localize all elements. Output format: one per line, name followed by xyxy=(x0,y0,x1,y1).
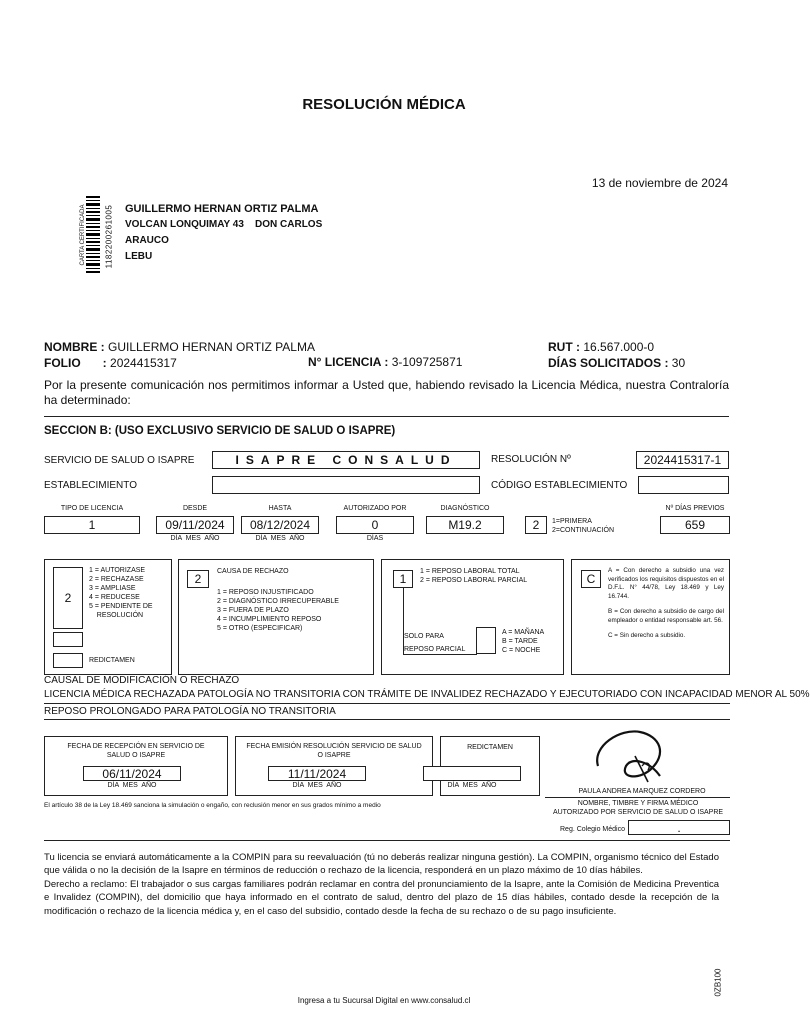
recepcion-label: FECHA DE RECEPCIÓN EN SERVICIO DE SALUD O ISAPRE xyxy=(67,743,205,759)
autorizado-value: 0 xyxy=(371,518,379,532)
notes xyxy=(44,851,719,918)
desde-dma: DÍA MES AÑO xyxy=(170,535,220,542)
decision-option: 1 = AUTORIZASE xyxy=(89,567,146,574)
nombre-label: NOMBRE xyxy=(44,340,98,354)
patient-name: GUILLERMO HERNAN ORTIZ PALMA xyxy=(108,340,315,354)
autorizado-field[interactable] xyxy=(336,516,414,534)
recepcion-value: 06/11/2024 xyxy=(102,766,162,781)
address-block xyxy=(125,201,322,265)
reposo-option: 1 = REPOSO LABORAL TOTAL xyxy=(420,568,520,575)
carta-certificada-label: CARTA CERTIFICADA xyxy=(80,204,86,266)
recepcion-field[interactable] xyxy=(83,766,181,781)
firma-label-1: NOMBRE, TIMBRE Y FIRMA MÉDICO xyxy=(577,800,699,807)
causa-title: CAUSA DE RECHAZO xyxy=(217,568,289,575)
subsidio-a: A = Con derecho a subsidio una vez verificados los requisitos dispuestos en el D.F.L. N° 44/78, Ley 18.469 y Ley 16.744. xyxy=(608,567,724,600)
tipo-field[interactable] xyxy=(44,516,140,534)
folio-value: 2024415317 xyxy=(110,356,177,370)
section-b-title: SECCION B: (USO EXCLUSIVO SERVICIO DE SALUD O ISAPRE) xyxy=(44,425,396,437)
decision-option: RESOLUCIÓN xyxy=(89,612,144,619)
decision-option: 3 = AMPLIASE xyxy=(89,585,136,592)
address-name: GUILLERMO HERNAN ORTIZ PALMA xyxy=(125,203,319,215)
causa-panel xyxy=(178,559,374,675)
causa-options xyxy=(217,588,339,633)
shift-field[interactable] xyxy=(476,627,496,654)
modificacion-label: CAUSAL DE MODIFICACIÓN O RECHAZO xyxy=(44,675,240,686)
reposo-options xyxy=(420,567,527,585)
side-code: 0ZB100 xyxy=(713,968,723,997)
document-title: RESOLUCIÓN MÉDICA xyxy=(302,96,466,113)
primera-value: 2 xyxy=(532,518,540,532)
desde-value: 09/11/2024 xyxy=(165,518,225,532)
hasta-label: HASTA xyxy=(268,505,292,512)
autorizado-label: AUTORIZADO POR xyxy=(343,505,407,512)
primera-legend xyxy=(552,517,614,535)
rut-label: RUT : xyxy=(548,340,580,354)
reposo-panel xyxy=(381,559,564,675)
legend-primera: 1=PRIMERA xyxy=(552,518,592,525)
dias-unit: DÍAS xyxy=(366,535,384,542)
note-reclamo: Derecho a reclamo: El trabajador o sus cargas familiares podrán reclamar en contra del pronunciamiento de la Isapre, ante la Comisión de Medicina Preventica e Invalidez (COMPIN), del domicilio que haya informado en el contrato de salud, dentro del plazo de 15 días hábiles, contado desde la recepción de la modificación o rechazo de la licencia médica y, en el caso del subsidio, contado desde la fecha de su rechazo o de su pago insuficiente. xyxy=(44,878,719,917)
colegio-value: . xyxy=(677,820,681,835)
address-region: LEBU xyxy=(125,251,153,262)
extra-field[interactable] xyxy=(53,632,83,647)
subsidio-field[interactable] xyxy=(581,570,601,588)
reposo-parcial: REPOSO PARCIAL xyxy=(404,646,466,653)
shift-options xyxy=(502,628,544,655)
causa-option: 1 = REPOSO INJUSTIFICADO xyxy=(217,589,314,596)
tipo-label: TIPO DE LICENCIA xyxy=(60,505,124,512)
diagnostico-field[interactable] xyxy=(426,516,504,534)
primera-field[interactable] xyxy=(525,516,547,534)
decision-option: 4 = REDUCESE xyxy=(89,594,140,601)
hasta-value: 08/12/2024 xyxy=(249,518,311,532)
divider xyxy=(44,416,729,417)
licencia-row xyxy=(308,355,462,369)
colegio-label: Reg. Colegio Médico xyxy=(560,826,625,833)
diagnostico-label: DIAGNÓSTICO xyxy=(440,505,490,512)
servicio-label: SERVICIO DE SALUD O ISAPRE xyxy=(44,455,195,466)
colegio-field[interactable] xyxy=(628,820,730,835)
emision-value: 11/11/2024 xyxy=(287,766,347,781)
servicio-value: ISAPRE CONSALUD xyxy=(235,453,457,467)
resolucion-label: RESOLUCIÓN Nº xyxy=(491,454,571,465)
patient-left: NOMBRE : GUILLERMO HERNAN ORTIZ PALMA FOLIO : 2024415317 xyxy=(44,340,315,370)
decision-option: 5 = PENDIENTE DE xyxy=(89,603,153,610)
subsidio-panel xyxy=(571,559,730,675)
desde-field[interactable] xyxy=(156,516,234,534)
servicio-field[interactable] xyxy=(212,451,480,469)
ley-note: El artículo 38 de la Ley 18.469 sanciona la simulación o engaño, con reclusión menor en sus grados mínimo a medio xyxy=(44,802,381,809)
dias-previos-field[interactable] xyxy=(660,516,730,534)
address-street: VOLCAN LONQUIMAY 43 DON CARLOS xyxy=(125,219,323,230)
barcode-icon xyxy=(86,196,100,276)
licencia-value: 3-109725871 xyxy=(391,355,463,369)
redictamen-dma: DÍA MES AÑO xyxy=(447,782,497,789)
modificacion-rule xyxy=(44,703,730,704)
barcode-number: 1182200261005 xyxy=(104,204,114,269)
address-city: ARAUCO xyxy=(125,235,169,246)
establecimiento-label: ESTABLECIMIENTO xyxy=(44,480,137,491)
modificacion-line2: REPOSO PROLONGADO PARA PATOLOGÍA NO TRANSITORIA xyxy=(44,706,336,717)
decision-panel xyxy=(44,559,172,675)
document-date: 13 de noviembre de 2024 xyxy=(591,176,728,190)
desde-label: DESDE xyxy=(182,505,208,512)
causa-option: 3 = FUERA DE PLAZO xyxy=(217,607,289,614)
modificacion-rule xyxy=(44,719,730,720)
rut-value: 16.567.000-0 xyxy=(583,340,655,354)
subsidio-c: C = Sin derecho a subsidio. xyxy=(608,632,686,639)
codigo-field[interactable] xyxy=(638,476,729,494)
decision-option: 2 = RECHAZASE xyxy=(89,576,144,583)
subsidio-b: B = Con derecho a subsidio de cargo del empleador o entidad responsable art. 56. xyxy=(608,608,724,624)
recepcion-panel xyxy=(44,736,228,796)
notes-rule xyxy=(44,840,730,841)
redictamen-field[interactable] xyxy=(53,653,83,668)
reposo-option: 2 = REPOSO LABORAL PARCIAL xyxy=(420,577,528,584)
signature-rule xyxy=(545,797,730,798)
redictamen-panel xyxy=(440,736,540,796)
shift-option: C = NOCHE xyxy=(502,647,541,654)
intro-text: Por la presente comunicación nos permitimos informar a Usted que, habiendo revisado la Licencia Médica, nuestra Contraloría ha determinado: xyxy=(44,378,729,407)
dias-label: DÍAS SOLICITADOS : xyxy=(548,356,669,370)
shift-option: A = MAÑANA xyxy=(502,629,545,636)
dias-value: 30 xyxy=(671,356,686,370)
causa-field[interactable] xyxy=(187,570,209,588)
emision-field[interactable] xyxy=(268,766,366,781)
resolucion-field[interactable] xyxy=(636,451,729,469)
subsidio-value: C xyxy=(586,572,596,586)
emision-dma: DÍA MES AÑO xyxy=(292,782,342,789)
recepcion-dma: DÍA MES AÑO xyxy=(107,782,157,789)
folio-label: FOLIO xyxy=(44,356,81,370)
reposo-field[interactable] xyxy=(393,570,413,588)
footer: Ingresa a tu Sucursal Digital en www.consalud.cl xyxy=(297,996,471,1005)
codigo-label: CÓDIGO ESTABLECIMIENTO xyxy=(491,480,628,491)
signature-image xyxy=(590,726,680,786)
doctor-name: PAULA ANDREA MARQUEZ CORDERO xyxy=(578,788,706,795)
decision-value: 2 xyxy=(64,591,72,605)
decision-options xyxy=(89,566,171,620)
subsidio-text xyxy=(608,567,724,641)
redictamen-date-field[interactable] xyxy=(423,766,521,781)
firma-label-2: AUTORIZADO POR SERVICIO DE SALUD O ISAPRE xyxy=(552,809,724,816)
licencia-label: N° LICENCIA : xyxy=(308,355,389,369)
diagnostico-value: M19.2 xyxy=(448,518,482,532)
shift-option: B = TARDE xyxy=(502,638,538,645)
redictamen-label: REDICTAMEN xyxy=(89,657,135,664)
modificacion-line1: LICENCIA MÉDICA RECHAZADA PATOLOGÍA NO TRANSITORIA CON TRÁMITE DE INVALIDEZ RECHAZADO Y EJECUTORIADO CON INCAPACIDAD MENOR AL 50% xyxy=(44,689,810,700)
emision-panel xyxy=(235,736,433,796)
hasta-dma: DÍA MES AÑO xyxy=(255,535,305,542)
tipo-value: 1 xyxy=(88,518,96,532)
patient-right xyxy=(548,339,685,371)
solo-para: SOLO PARA xyxy=(404,633,444,640)
redictamen-title: REDICTAMEN xyxy=(467,744,513,751)
causa-option: 2 = DIAGNÓSTICO IRRECUPERABLE xyxy=(217,598,339,605)
legend-continuacion: 2=CONTINUACIÓN xyxy=(552,527,615,534)
note-compin: Tu licencia se enviará automáticamente a la COMPIN para su reevaluación (tú no deberás realizar ninguna gestión). La COMPIN, organismo técnico del Estado que válida o no la decisión de la Isapre en términos de reducción o rechazo de la licencia, responderá en un plazo máximo de 10 días hábiles. xyxy=(44,852,719,877)
resolucion-value: 2024415317-1 xyxy=(643,453,722,467)
causa-value: 2 xyxy=(194,572,202,586)
hasta-field[interactable] xyxy=(241,516,319,534)
dias-previos-label: Nº DÍAS PREVIOS xyxy=(665,505,725,512)
dias-previos-value: 659 xyxy=(684,518,706,532)
establecimiento-field[interactable] xyxy=(212,476,480,494)
decision-field[interactable] xyxy=(53,567,83,629)
reposo-value: 1 xyxy=(399,572,407,586)
causa-option: 4 = INCUMPLIMIENTO REPOSO xyxy=(217,616,322,623)
emision-label: FECHA EMISIÓN RESOLUCIÓN SERVICIO DE SALUD O ISAPRE xyxy=(246,743,422,759)
causa-option: 5 = OTRO (ESPECIFICAR) xyxy=(217,625,303,632)
